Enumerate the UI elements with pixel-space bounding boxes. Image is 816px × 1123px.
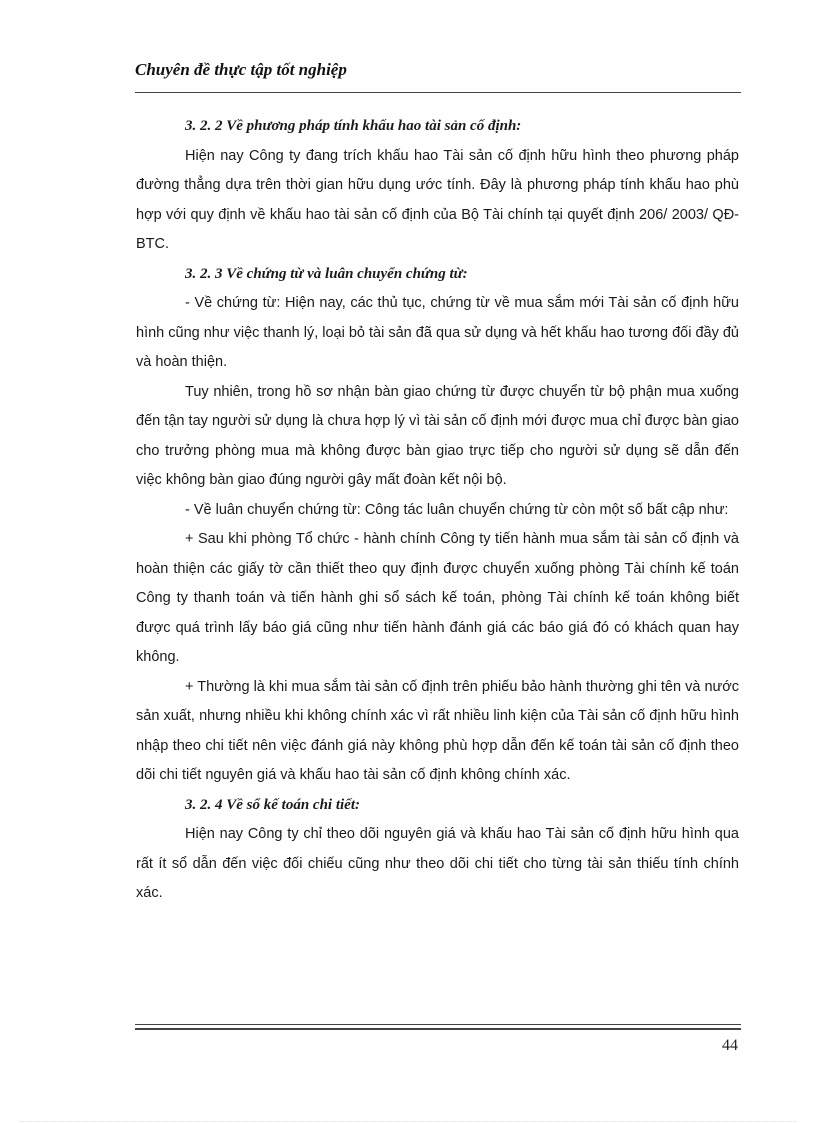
section-heading-3-2-3: 3. 2. 3 Về chứng từ và luân chuyển chứng từ: (185, 265, 468, 282)
footer-divider-thick (135, 1028, 741, 1030)
footer-divider-thin (135, 1024, 741, 1025)
page-body (136, 112, 739, 909)
section-heading-3-2-2: 3. 2. 2 Về phương pháp tính khấu hao tài sản cố định: (185, 118, 522, 134)
page-number: 44 (722, 1037, 738, 1054)
paragraph-depreciation-method: Hiện nay Công ty đang trích khấu hao Tài sản cố định hữu hình theo phương pháp đường thẳng dựa trên thời gian hữu dụng ước tính. Đây là phương pháp tính khấu hao phù hợp với quy định về khấu hao tài sản cố định của Bộ Tài chính tại quyết định 206/ 2003/ QĐ-BTC. (136, 147, 739, 252)
paragraph-handover: Tuy nhiên, trong hồ sơ nhận bàn giao chứng từ được chuyển từ bộ phận mua xuống đến tận tay người sử dụng là chưa hợp lý vì tài sản cố định mới được mua chỉ được bàn giao cho trưởng phòng mua mà không được bàn giao trực tiếp cho người sử dụng sẽ dẫn đến việc không bàn giao đúng người gây mất đoàn kết nội bộ. (136, 383, 739, 488)
header-divider (135, 92, 741, 93)
page-edge-marker (20, 1121, 796, 1122)
paragraph-warranty: + Thường là khi mua sắm tài sản cố định trên phiếu bảo hành thường ghi tên và nước sản xuất, nhưng nhiều khi không chính xác vì rất nhiều linh kiện của Tài sản cố định hữu hình nhập theo chi tiết nên việc đánh giá này không phù hợp dẫn đến kế toán tài sản cố định theo dõi chi tiết nguyên giá và khấu hao tài sản cố định không chính xác. (136, 678, 739, 783)
page-header-title: Chuyên đề thực tập tốt nghiệp (135, 60, 347, 79)
paragraph-documents: - Về chứng từ: Hiện nay, các thủ tục, chứng từ về mua sắm mới Tài sản cố định hữu hình cũng như việc thanh lý, loại bỏ tài sản đã qua sử dụng và hết khấu hao tương đối đầy đủ và hoàn thiện. (136, 295, 739, 370)
section-heading-3-2-4: 3. 2. 4 Về sổ kế toán chi tiết: (185, 796, 360, 813)
paragraph-document-flow: - Về luân chuyển chứng từ: Công tác luân chuyển chứng từ còn một số bất cập như: (185, 501, 729, 518)
paragraph-detail-ledger: Hiện nay Công ty chỉ theo dõi nguyên giá và khấu hao Tài sản cố định hữu hình qua rất ít sổ dẫn đến việc đối chiếu cũng như theo dõi chi tiết cho từng tài sản thiếu tính chính xác. (136, 826, 739, 901)
paragraph-purchase-process: + Sau khi phòng Tổ chức - hành chính Công ty tiến hành mua sắm tài sản cố định và hoàn thiện các giấy tờ cần thiết theo quy định được chuyển xuống phòng Tài chính kế toán Công ty thanh toán và tiến hành ghi sổ sách kế toán, phòng Tài chính kế toán không biết được quá trình lấy báo giá cũng như tiến hành đánh giá các báo giá đó có khách quan hay không. (136, 531, 739, 665)
